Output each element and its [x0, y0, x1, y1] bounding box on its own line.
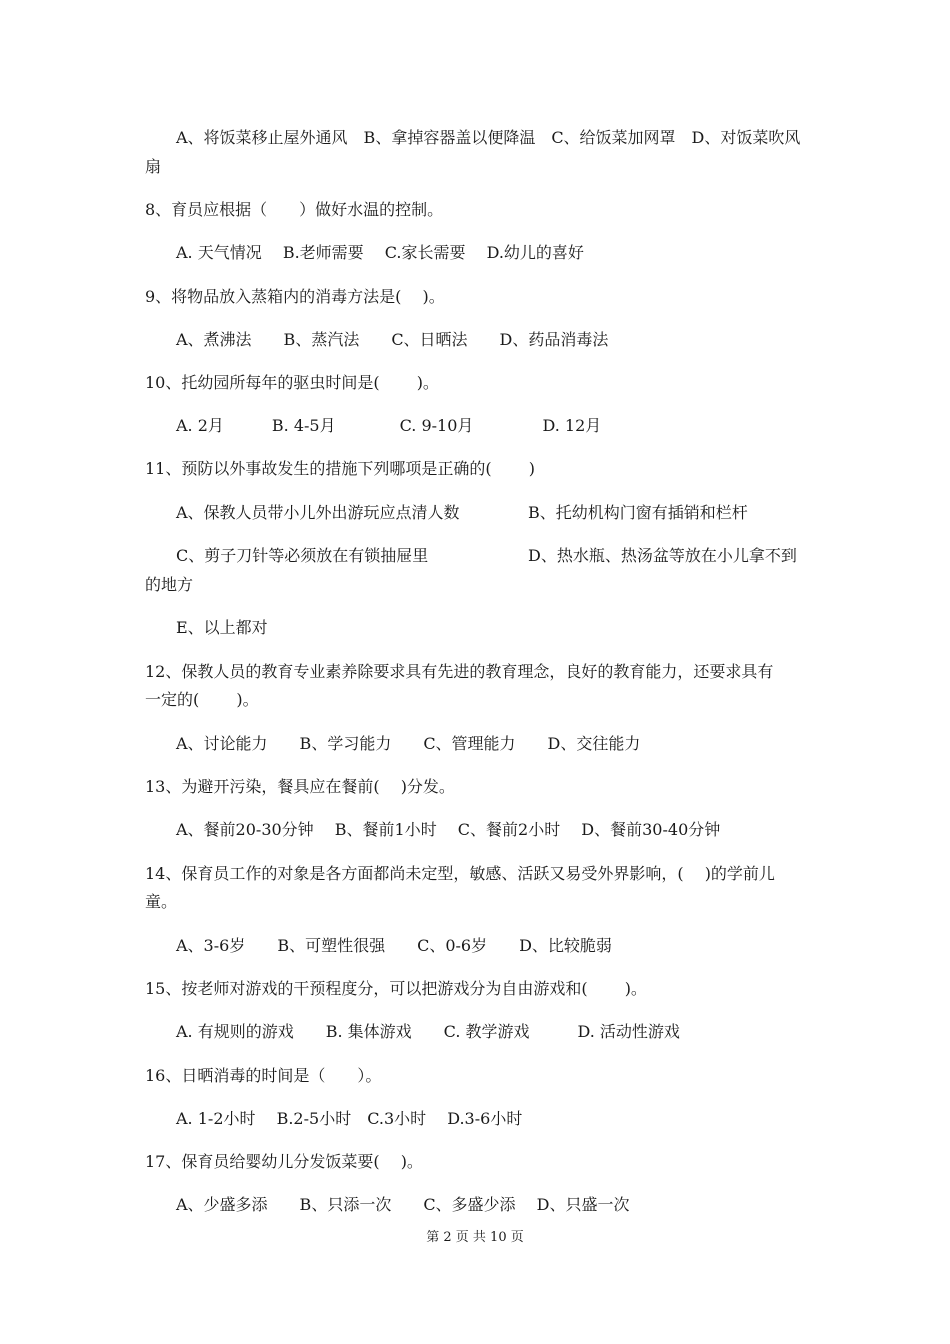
q12-options: A、讨论能力 B、学习能力 C、管理能力 D、交往能力 [176, 734, 641, 753]
q7-options-wrap: 扇 [145, 157, 162, 176]
q12-question-wrap: 一定的( )。 [145, 690, 259, 709]
q16-options: A. 1-2小时 B.2-5小时 C.3小时 D.3-6小时 [176, 1109, 523, 1128]
q14-question: 14、保育员工作的对象是各方面都尚未定型，敏感、活跃又易受外界影响，( )的学前儿 [145, 864, 775, 883]
q11-option-e: E、以上都对 [176, 618, 268, 637]
q10-question: 10、托幼园所每年的驱虫时间是( )。 [145, 373, 439, 392]
q11-question: 11、预防以外事故发生的措施下列哪项是正确的( ) [145, 459, 535, 478]
q11-option-c: C、剪子刀针等必须放在有锁抽屉里 [176, 546, 429, 565]
q17-question: 17、保育员给婴幼儿分发饭菜要( )。 [145, 1152, 423, 1171]
q8-options: A. 天气情况 B.老师需要 C.家长需要 D.幼儿的喜好 [176, 243, 584, 262]
q11-option-d-wrap: 的地方 [145, 575, 194, 594]
page-number: 第 2 页 共 10 页 [426, 1230, 524, 1245]
q11-option-d: D、热水瓶、热汤盆等放在小儿拿不到 [528, 546, 797, 565]
q11-option-b: B、托幼机构门窗有插销和栏杆 [528, 503, 748, 522]
q14-question-wrap: 童。 [145, 892, 178, 911]
q9-options: A、煮沸法 B、蒸汽法 C、日晒法 D、药品消毒法 [176, 330, 609, 349]
q10-options: A. 2月 B. 4-5月 C. 9-10月 D. 12月 [176, 416, 602, 435]
q13-options: A、餐前20-30分钟 B、餐前1小时 C、餐前2小时 D、餐前30-40分钟 [176, 820, 721, 839]
q15-question: 15、按老师对游戏的干预程度分，可以把游戏分为自由游戏和( )。 [145, 979, 647, 998]
q7-options: A、将饭菜移止屋外通风 B、拿掉容器盖以便降温 C、给饭菜加网罩 D、对饭菜吹风 [176, 128, 801, 147]
q8-question: 8、育员应根据（ ）做好水温的控制。 [145, 200, 444, 219]
q11-option-a: A、保教人员带小儿外出游玩应点清人数 [176, 503, 460, 522]
q14-options: A、3-6岁 B、可塑性很强 C、0-6岁 D、比较脆弱 [176, 936, 612, 955]
q15-options: A. 有规则的游戏 B. 集体游戏 C. 教学游戏 D. 活动性游戏 [176, 1022, 680, 1041]
q9-question: 9、将物品放入蒸箱内的消毒方法是( )。 [145, 287, 445, 306]
q12-question: 12、保教人员的教育专业素养除要求具有先进的教育理念，良好的教育能力，还要求具有 [145, 662, 774, 681]
q17-options: A、少盛多添 B、只添一次 C、多盛少添 D、只盛一次 [176, 1195, 630, 1214]
q16-question: 16、日晒消毒的时间是（ ）。 [145, 1066, 382, 1085]
q13-question: 13、为避开污染，餐具应在餐前( )分发。 [145, 777, 455, 796]
